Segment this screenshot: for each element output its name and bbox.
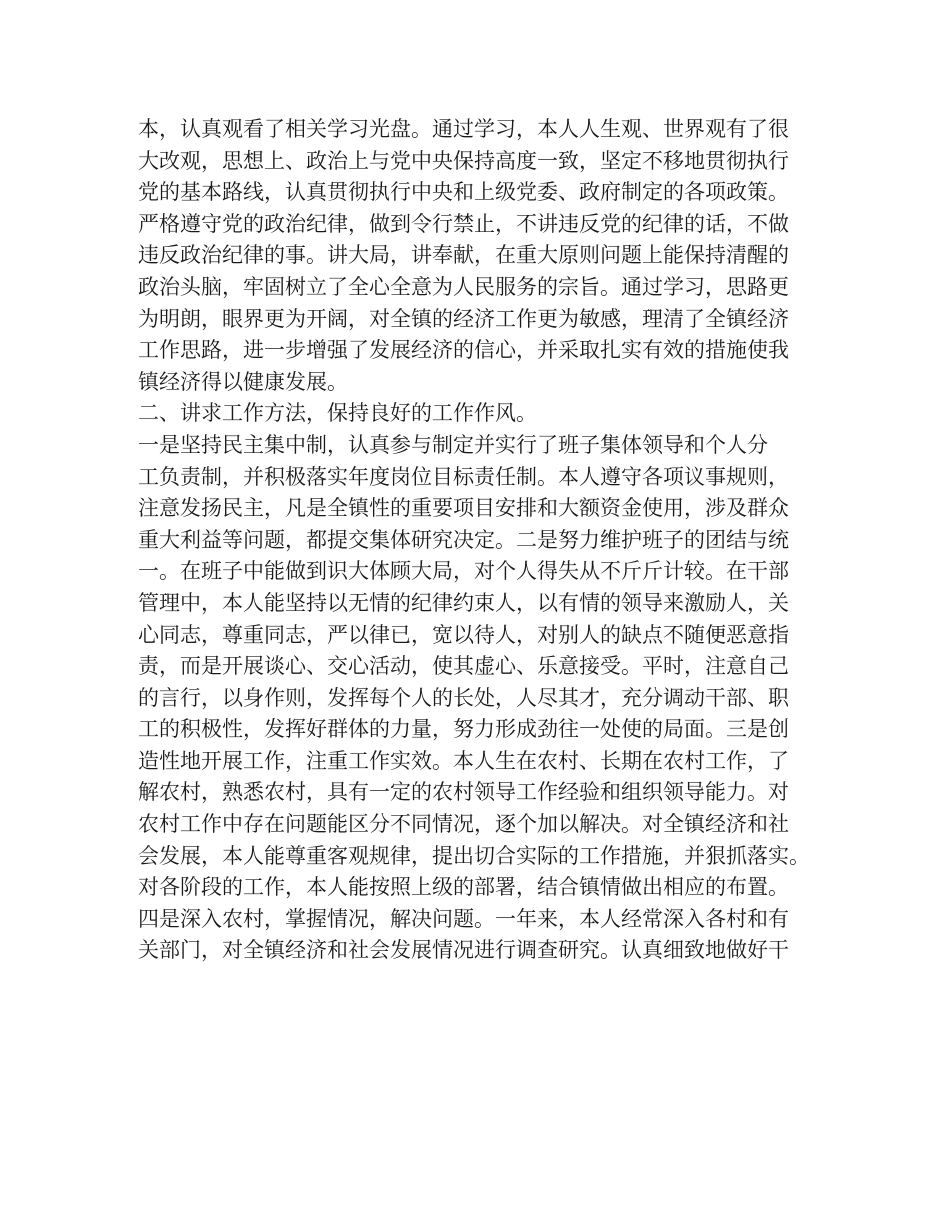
text-line: 注意发扬民主，凡是全镇性的重要项目安排和大额资金使用，涉及群众 [138, 496, 789, 521]
text-line: 政治头脑，牢固树立了全心全意为人民服务的宗旨。通过学习，思路更 [138, 274, 789, 299]
text-line: 严格遵守党的政治纪律，做到令行禁止，不讲违反党的纪律的话，不做 [138, 211, 789, 236]
text-line: 关部门，对全镇经济和社会发展情况进行调查研究。认真细致地做好干 [138, 938, 789, 963]
section-heading: 二、讲求工作方法，保持良好的工作作风。 [138, 401, 537, 426]
text-line: 为明朗，眼界更为开阔，对全镇的经济工作更为敏感，理清了全镇经济 [138, 306, 789, 331]
text-line: 解农村，熟悉农村，具有一定的农村领导工作经验和组织领导能力。对 [138, 780, 789, 805]
text-line: 的言行，以身作则，发挥每个人的长处，人尽其才，充分调动干部、职 [138, 685, 789, 710]
text-line: 工的积极性，发挥好群体的力量，努力形成劲往一处使的局面。三是创 [138, 717, 789, 742]
text-line: 责，而是开展谈心、交心活动，使其虚心、乐意接受。平时，注意自己 [138, 654, 789, 679]
text-line: 管理中，本人能坚持以无情的纪律约束人，以有情的领导来激励人，关 [138, 590, 789, 615]
text-line: 心同志，尊重同志，严以律已，宽以待人，对别人的缺点不随便恶意指 [138, 622, 789, 647]
text-line: 一是坚持民主集中制，认真参与制定并实行了班子集体领导和个人分 [138, 432, 768, 457]
text-line: 重大利益等问题，都提交集体研究决定。二是努力维护班子的团结与统 [138, 527, 789, 552]
document-body [138, 114, 838, 967]
text-line: 镇经济得以健康发展。 [138, 369, 348, 394]
text-line: 党的基本路线，认真贯彻执行中央和上级党委、政府制定的各项政策。 [138, 180, 789, 205]
text-line: 本，认真观看了相关学习光盘。通过学习，本人人生观、世界观有了很 [138, 117, 789, 141]
text-line: 对各阶段的工作，本人能按照上级的部署，结合镇情做出相应的布置。 [138, 875, 789, 900]
text-line: 会发展，本人能尊重客观规律，提出切合实际的工作措施，并狠抓落实。 [138, 843, 810, 868]
text-line: 工作思路，进一步增强了发展经济的信心，并采取扎实有效的措施使我 [138, 338, 789, 363]
text-line: 造性地开展工作，注重工作实效。本人生在农村、长期在农村工作，了 [138, 748, 789, 773]
text-line: 农村工作中存在问题能区分不同情况，逐个加以解决。对全镇经济和社 [138, 812, 789, 837]
text-line: 违反政治纪律的事。讲大局，讲奉献，在重大原则问题上能保持清醒的 [138, 243, 789, 268]
text-line: 四是深入农村，掌握情况，解决问题。一年来，本人经常深入各村和有 [138, 906, 789, 931]
text-line: 大改观，思想上、政治上与党中央保持高度一致，坚定不移地贯彻执行 [138, 148, 789, 173]
text-line: 工负责制，并积极落实年度岗位目标责任制。本人遵守各项议事规则， [138, 464, 789, 489]
text-line: 一。在班子中能做到识大体顾大局，对个人得失从不斤斤计较。在干部 [138, 559, 789, 584]
